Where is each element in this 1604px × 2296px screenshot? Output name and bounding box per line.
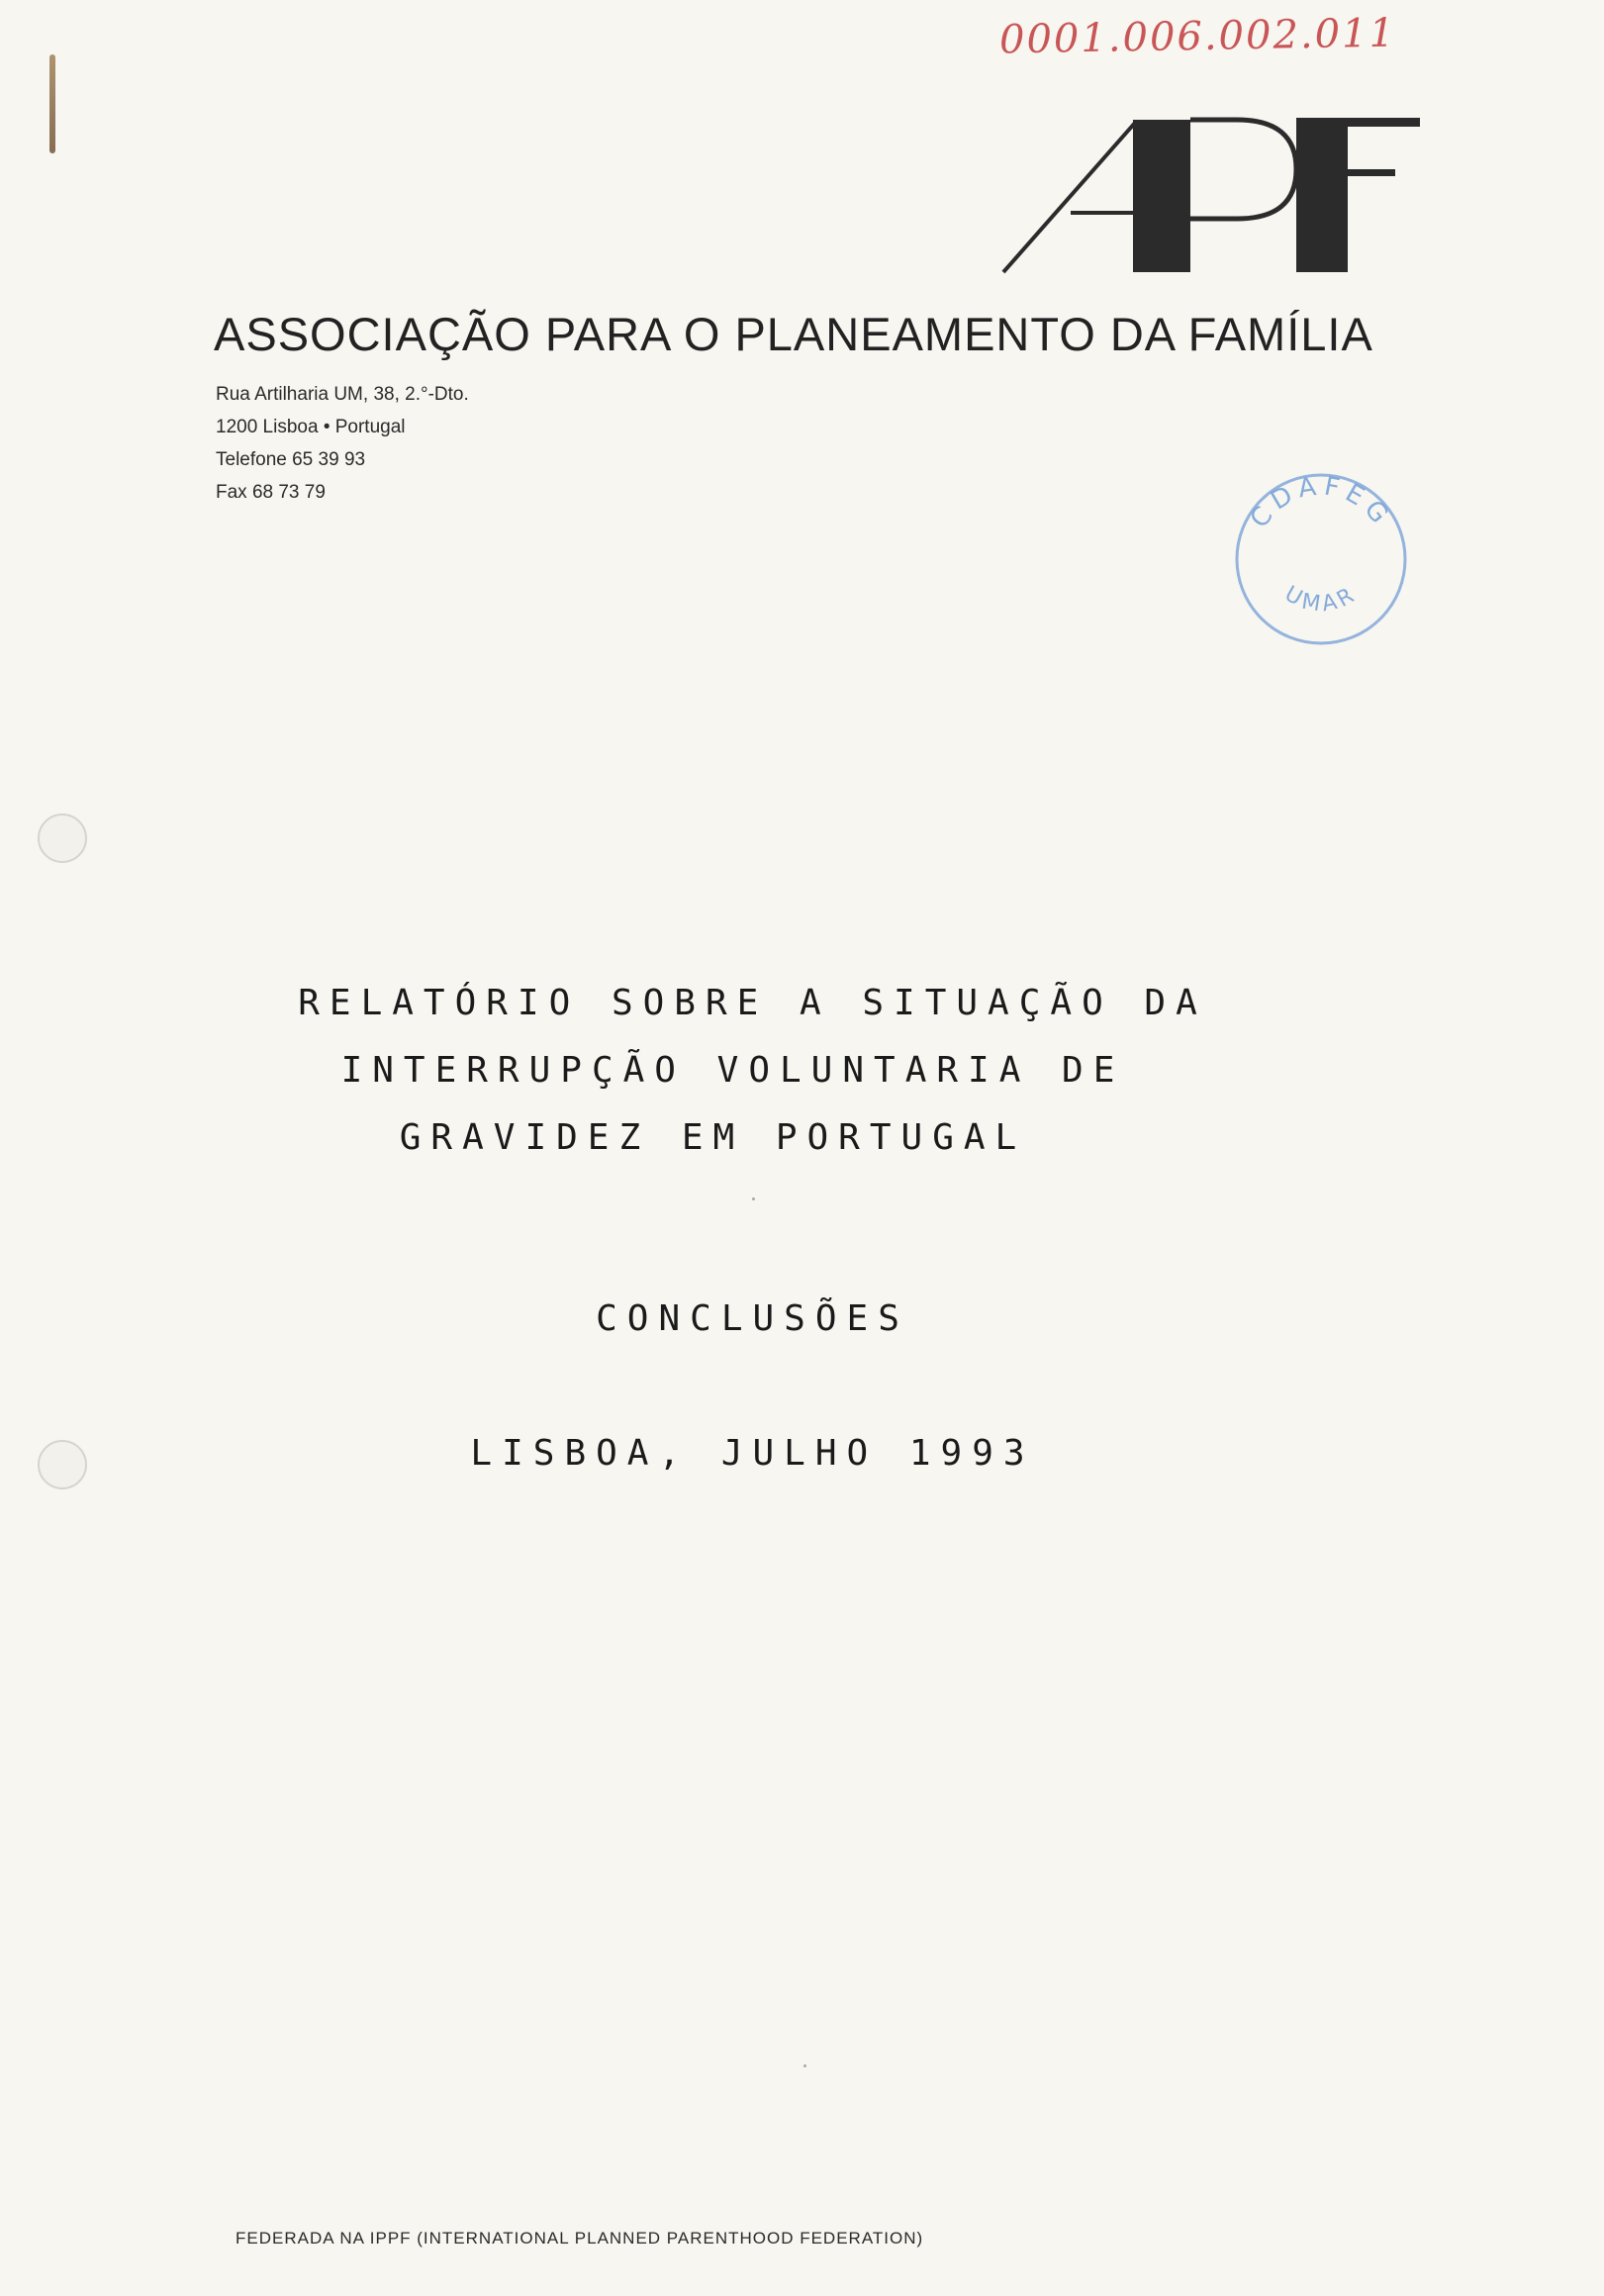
report-title-line-3: GRAVIDEZ EM PORTUGAL xyxy=(399,1117,1027,1158)
address-fax: Fax 68 73 79 xyxy=(216,482,326,503)
punch-hole-top xyxy=(38,813,87,863)
archive-reference-number: 0001.006.002.011 xyxy=(998,10,1397,63)
report-title-line-1: RELATÓRIO SOBRE A SITUAÇÃO DA xyxy=(298,983,1207,1023)
footer-federation-note: FEDERADA NA IPPF (INTERNATIONAL PLANNED PARENTHOOD FEDERATION) xyxy=(236,2229,924,2248)
report-title-line-2: INTERRUPÇÃO VOLUNTARIA DE xyxy=(340,1050,1125,1091)
stamp-bottom-text: UMAR xyxy=(1279,581,1363,618)
address-phone: Telefone 65 39 93 xyxy=(216,449,366,470)
address-city: 1200 Lisboa • Portugal xyxy=(216,417,406,437)
stamp-top-text: CDAFEG xyxy=(1244,471,1398,534)
paper-speck xyxy=(752,1197,755,1200)
report-title xyxy=(0,970,1604,1172)
paper-speck xyxy=(803,2064,806,2067)
report-subtitle: CONCLUSÕES xyxy=(596,1298,909,1339)
svg-text:CDAFEG xyxy=(1245,471,1397,533)
apf-logo xyxy=(999,114,1425,282)
organization-name: ASSOCIAÇÃO PARA O PLANEAMENTO DA FAMÍLIA xyxy=(214,308,1373,360)
svg-text:UMAR xyxy=(1280,582,1362,618)
archive-stamp xyxy=(1227,465,1415,658)
address-street: Rua Artilharia UM, 38, 2.°-Dto. xyxy=(216,384,469,405)
report-place-date: LISBOA, JULHO 1993 xyxy=(470,1433,1035,1474)
staple-mark xyxy=(49,54,55,153)
organization-address xyxy=(216,378,469,509)
